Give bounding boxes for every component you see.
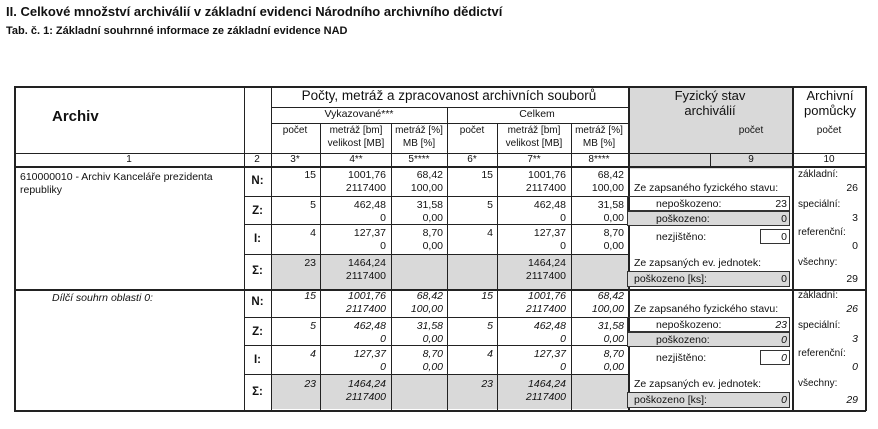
celkem-header: Celkem [519, 108, 555, 120]
cell-metraz-pct: 68,42 [416, 290, 443, 302]
cell-celkem-pocet: 4 [487, 227, 493, 239]
cell-celkem-bm: 1001,76 [528, 290, 566, 302]
fyz-label-poskozeno-ks: poškozeno [ks]: [634, 273, 707, 285]
v-rule [14, 86, 16, 411]
column-number: 6* [467, 154, 477, 165]
sub-mb-pct: MB [%] [402, 138, 436, 149]
cell-metraz-bm: 1464,24 [348, 378, 386, 390]
vykazovane-header: Vykazované*** [324, 108, 394, 120]
row-label-i: I: [253, 354, 262, 366]
cell-celkem-mb: 2117400 [525, 182, 566, 194]
fyz-label-neposkozeno: nepoškozeno: [656, 319, 722, 331]
archive-name: Dílčí souhrn oblasti 0: [52, 292, 153, 304]
row-label-z: Z: [252, 205, 263, 217]
column-number: 3* [290, 154, 300, 165]
cell-celkem-bm: 1464,24 [528, 257, 566, 269]
fyz-label-nezjisteno: nezjištěno: [656, 352, 707, 364]
sub-metraz-bm: metráž [bm] [329, 125, 383, 136]
pom-zakladni-value: 26 [846, 303, 858, 315]
page-title: II. Celkové množství archiválií v základní evidenci Národního archivního dědictví [6, 4, 503, 19]
fyz-neposkozeno-value: 23 [775, 319, 787, 331]
cell-pocet: 15 [304, 169, 316, 181]
row-label-n: N: [251, 175, 264, 187]
cell-pocet: 23 [304, 257, 316, 269]
cell-celkem-pocet: 5 [487, 199, 493, 211]
fyz-poskozeno-value: 0 [781, 213, 787, 225]
sub-velikost-mb: velikost [MB] [505, 138, 563, 149]
cell-celkem-bm: 462,48 [533, 199, 566, 211]
cell-celkem-pocet: 15 [481, 290, 493, 302]
cell-pocet: 5 [310, 199, 316, 211]
pom-specialni-value: 3 [852, 333, 858, 345]
fyz-label-poskozeno-ks: poškozeno [ks]: [634, 394, 707, 406]
pom-referencni-value: 0 [852, 361, 858, 373]
cell-celkem-mb: 2117400 [525, 391, 566, 403]
cell-celkem-bm: 1464,24 [528, 378, 566, 390]
cell-velikost-mb: 0 [380, 240, 386, 252]
cell-pocet: 4 [310, 348, 316, 360]
pom-label-vsechny: všechny: [798, 378, 838, 389]
cell-celkem-metraz-pct: 31,58 [597, 320, 624, 332]
sub-metraz-pct: metráž [%] [395, 125, 443, 136]
fyzicky-stav-header-1: Fyzický stav [674, 88, 746, 103]
column-number: 1 [126, 154, 132, 165]
h-rule [14, 410, 866, 412]
cell-mb-pct: 100,00 [410, 303, 443, 315]
cell-metraz-pct: 68,42 [416, 169, 443, 181]
row-label-s: Σ: [252, 265, 263, 277]
cell-celkem-bm: 127,37 [533, 227, 566, 239]
cell-celkem-mb-pct: 0,00 [603, 333, 624, 345]
cell-celkem-pocet: 23 [481, 378, 493, 390]
cell-metraz-bm: 1001,76 [348, 169, 386, 181]
cell-velikost-mb: 2117400 [345, 182, 386, 194]
fyz-neposkozeno-value: 23 [775, 198, 787, 210]
cell-metraz-bm: 1001,76 [348, 290, 386, 302]
row-label-s: Σ: [252, 386, 263, 398]
column-number: 9 [748, 154, 754, 165]
cell-pocet: 5 [310, 320, 316, 332]
sub-pocet: počet [738, 125, 764, 136]
fyz-label-poskozeno: poškozeno: [656, 334, 710, 346]
pom-zakladni-value: 26 [846, 182, 858, 194]
cell-velikost-mb: 2117400 [345, 270, 386, 282]
cell-velikost-mb: 0 [380, 333, 386, 345]
pom-specialni-value: 3 [852, 212, 858, 224]
archiv-header: Archiv [52, 108, 99, 125]
cell-metraz-bm: 462,48 [353, 320, 386, 332]
cell-celkem-bm: 1001,76 [528, 169, 566, 181]
cell-pocet: 23 [304, 378, 316, 390]
cell-celkem-bm: 462,48 [533, 320, 566, 332]
group-header-pocty: Počty, metráž a zpracovanost archivních souborů [301, 88, 597, 103]
sub-pocet: počet [282, 125, 308, 136]
pom-referencni-value: 0 [852, 240, 858, 252]
cell-metraz-pct: 31,58 [416, 320, 443, 332]
fyz-label-ze-zapsaneho: Ze zapsaného fyzického stavu: [634, 182, 779, 194]
fyzicky-stav-header-2: archiválií [684, 103, 736, 118]
cell-celkem-metraz-pct: 68,42 [597, 290, 624, 302]
fyz-poskozeno-ks-value: 0 [781, 394, 787, 406]
fyz-label-ze-zapsaneho: Ze zapsaného fyzického stavu: [634, 303, 779, 315]
sub-pocet: počet [816, 125, 842, 136]
column-number: 8**** [588, 154, 610, 165]
cell-mb-pct: 0,00 [422, 240, 443, 252]
cell-pocet: 4 [310, 227, 316, 239]
fyz-label-ze-zapsanych: Ze zapsaných ev. jednotek: [634, 378, 762, 390]
v-rule [710, 153, 711, 166]
cell-mb-pct: 100,00 [410, 182, 443, 194]
cell-metraz-pct: 8,70 [422, 227, 443, 239]
cell-velikost-mb: 2117400 [345, 391, 386, 403]
sub-metraz-pct: metráž [%] [575, 125, 623, 136]
cell-celkem-mb-pct: 0,00 [603, 240, 624, 252]
cell-mb-pct: 0,00 [422, 212, 443, 224]
row-label-n: N: [251, 296, 264, 308]
cell-celkem-metraz-pct: 31,58 [597, 199, 624, 211]
cell-celkem-metraz-pct: 68,42 [597, 169, 624, 181]
pom-label-referencni: referenční: [798, 227, 846, 238]
cell-celkem-bm: 127,37 [533, 348, 566, 360]
pom-label-zakladni: základní: [798, 290, 839, 301]
table-caption: Tab. č. 1: Základní souhrnné informace ze základní evidence NAD [6, 25, 348, 37]
cell-celkem-metraz-pct: 8,70 [603, 227, 624, 239]
fyz-nezjisteno-value: 0 [781, 231, 787, 243]
cell-velikost-mb: 2117400 [345, 303, 386, 315]
pom-label-referencni: referenční: [798, 348, 846, 359]
sub-mb-pct: MB [%] [582, 138, 616, 149]
sub-pocet: počet [459, 125, 485, 136]
cell-velikost-mb: 0 [380, 361, 386, 373]
column-number: 5**** [408, 154, 430, 165]
cell-metraz-bm: 127,37 [353, 227, 386, 239]
h-rule [271, 123, 628, 124]
pom-vsechny-value: 29 [846, 273, 858, 285]
cell-celkem-mb: 0 [560, 240, 566, 252]
cell-celkem-mb-pct: 0,00 [603, 361, 624, 373]
fyz-poskozeno-value: 0 [781, 334, 787, 346]
cell-velikost-mb: 0 [380, 212, 386, 224]
cell-metraz-pct: 31,58 [416, 199, 443, 211]
cell-metraz-bm: 127,37 [353, 348, 386, 360]
cell-celkem-mb: 0 [560, 333, 566, 345]
cell-metraz-pct: 8,70 [422, 348, 443, 360]
cell-celkem-mb: 2117400 [525, 303, 566, 315]
column-number: 7** [527, 154, 541, 165]
pom-label-specialni: speciální: [798, 199, 841, 210]
h-rule [14, 166, 866, 168]
cell-celkem-pocet: 4 [487, 348, 493, 360]
cell-mb-pct: 0,00 [422, 333, 443, 345]
cell-celkem-mb: 2117400 [525, 270, 566, 282]
v-rule [628, 86, 630, 411]
column-number: 2 [254, 154, 260, 165]
fyz-label-ze-zapsanych: Ze zapsaných ev. jednotek: [634, 257, 762, 269]
pom-label-specialni: speciální: [798, 320, 841, 331]
fyz-nezjisteno-value: 0 [781, 352, 787, 364]
pomucky-header-1: Archivní [806, 88, 854, 103]
fyz-poskozeno-ks-value: 0 [781, 273, 787, 285]
sub-velikost-mb: velikost [MB] [327, 138, 385, 149]
cell-metraz-bm: 1464,24 [348, 257, 386, 269]
archive-name: 610000010 - Archiv Kanceláře prezidenta republiky [20, 171, 213, 196]
cell-celkem-mb-pct: 0,00 [603, 212, 624, 224]
pom-vsechny-value: 29 [846, 394, 858, 406]
row-label-z: Z: [252, 326, 263, 338]
fyz-label-nezjisteno: nezjištěno: [656, 231, 707, 243]
row-label-i: I: [253, 233, 262, 245]
pom-label-vsechny: všechny: [798, 257, 838, 268]
fyz-label-poskozeno: poškozeno: [656, 213, 710, 225]
pom-label-zakladni: základní: [798, 169, 839, 180]
cell-celkem-pocet: 15 [481, 169, 493, 181]
sub-metraz-bm: metráž [bm] [507, 125, 561, 136]
h-rule [14, 153, 866, 154]
cell-metraz-bm: 462,48 [353, 199, 386, 211]
cell-celkem-mb-pct: 100,00 [591, 182, 624, 194]
column-number: 10 [823, 154, 835, 165]
cell-celkem-metraz-pct: 8,70 [603, 348, 624, 360]
column-number: 4** [349, 154, 363, 165]
cell-celkem-mb: 0 [560, 212, 566, 224]
cell-pocet: 15 [304, 290, 316, 302]
cell-mb-pct: 0,00 [422, 361, 443, 373]
cell-celkem-pocet: 5 [487, 320, 493, 332]
cell-celkem-mb: 0 [560, 361, 566, 373]
cell-celkem-mb-pct: 100,00 [591, 303, 624, 315]
v-rule [865, 86, 867, 411]
pomucky-header-2: pomůcky [803, 103, 857, 118]
fyz-label-neposkozeno: nepoškozeno: [656, 198, 722, 210]
